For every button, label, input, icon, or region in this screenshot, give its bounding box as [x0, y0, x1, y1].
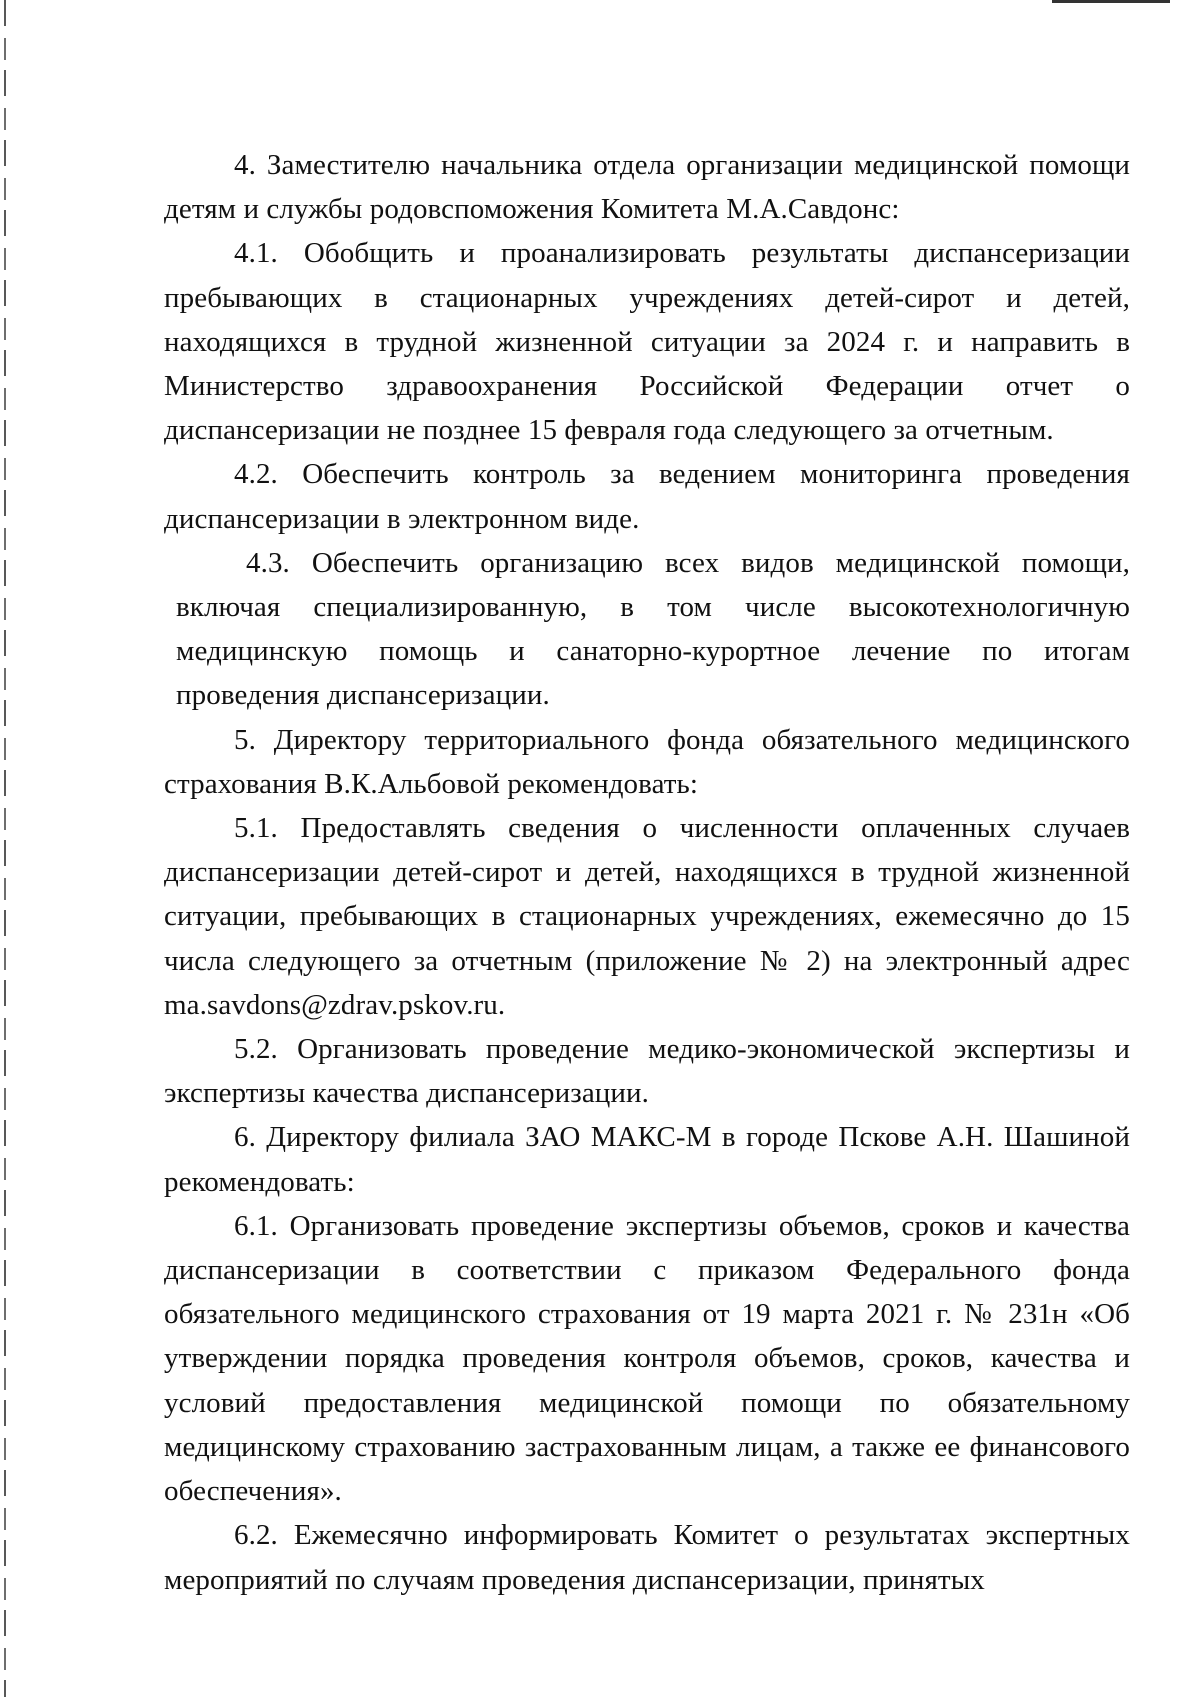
paragraph-4-1: 4.1. Обобщить и проанализировать результаты диспансеризации пребывающих в стационарных учреждениях детей-сирот и детей, находящихся в трудной жизненной ситуации за 2024 г. и направить в Министерство здравоохранения Российской Федерации отчет о диспансеризации не позднее 15 февраля года следующего за отчетным. — [164, 237, 1130, 447]
paragraph-4-3: 4.3. Обеспечить организацию всех видов медицинской помощи, включая специализированную, в том числе высокотехнологичную медицинскую помощь и санаторно-курортное лечение по итогам проведения диспансеризации. — [176, 546, 1130, 712]
paragraph-6: 6. Директору филиала ЗАО МАКС-М в городе Пскове А.Н. Шашиной рекомендовать: — [164, 1121, 1130, 1198]
paragraph-5-2: 5.2. Организовать проведение медико-экономической экспертизы и экспертизы качества диспансеризации. — [164, 1033, 1130, 1110]
paragraph-4: 4. Заместителю начальника отдела организации медицинской помощи детям и службы родовспоможения Комитета М.А.Савдонс: — [164, 149, 1130, 226]
scan-edge-left — [4, 0, 6, 1697]
paragraph-4-2: 4.2. Обеспечить контроль за ведением мониторинга проведения диспансеризации в электронном виде. — [164, 458, 1130, 535]
paragraph-5-1: 5.1. Предоставлять сведения о численности оплаченных случаев диспансеризации детей-сирот и детей, находящихся в трудной жизненной ситуации, пребывающих в стационарных учреждениях, ежемесячно до 15 числа следующего за отчетным (приложение № 2) на электронный адрес ma.savdons@zdrav.pskov.ru. — [164, 812, 1130, 1021]
paragraph-6-2: 6.2. Ежемесячно информировать Комитет о результатах экспертных мероприятий по случаям проведения диспансеризации, принятых — [164, 1519, 1130, 1596]
document-body — [164, 143, 1130, 1602]
scan-edge-top — [1052, 0, 1170, 3]
paragraph-6-1: 6.1. Организовать проведение экспертизы объемов, сроков и качества диспансеризации в соответствии с приказом Федерального фонда обязательного медицинского страхования от 19 марта 2021 г. № 231н «Об утверждении порядка проведения контроля объемов, сроков, качества и условий предоставления медицинской помощи по обязательному медицинскому страхованию застрахованным лицам, а также ее финансового обеспечения». — [164, 1209, 1130, 1508]
paragraph-5: 5. Директору территориального фонда обязательного медицинского страхования В.К.Альбовой рекомендовать: — [164, 723, 1130, 800]
